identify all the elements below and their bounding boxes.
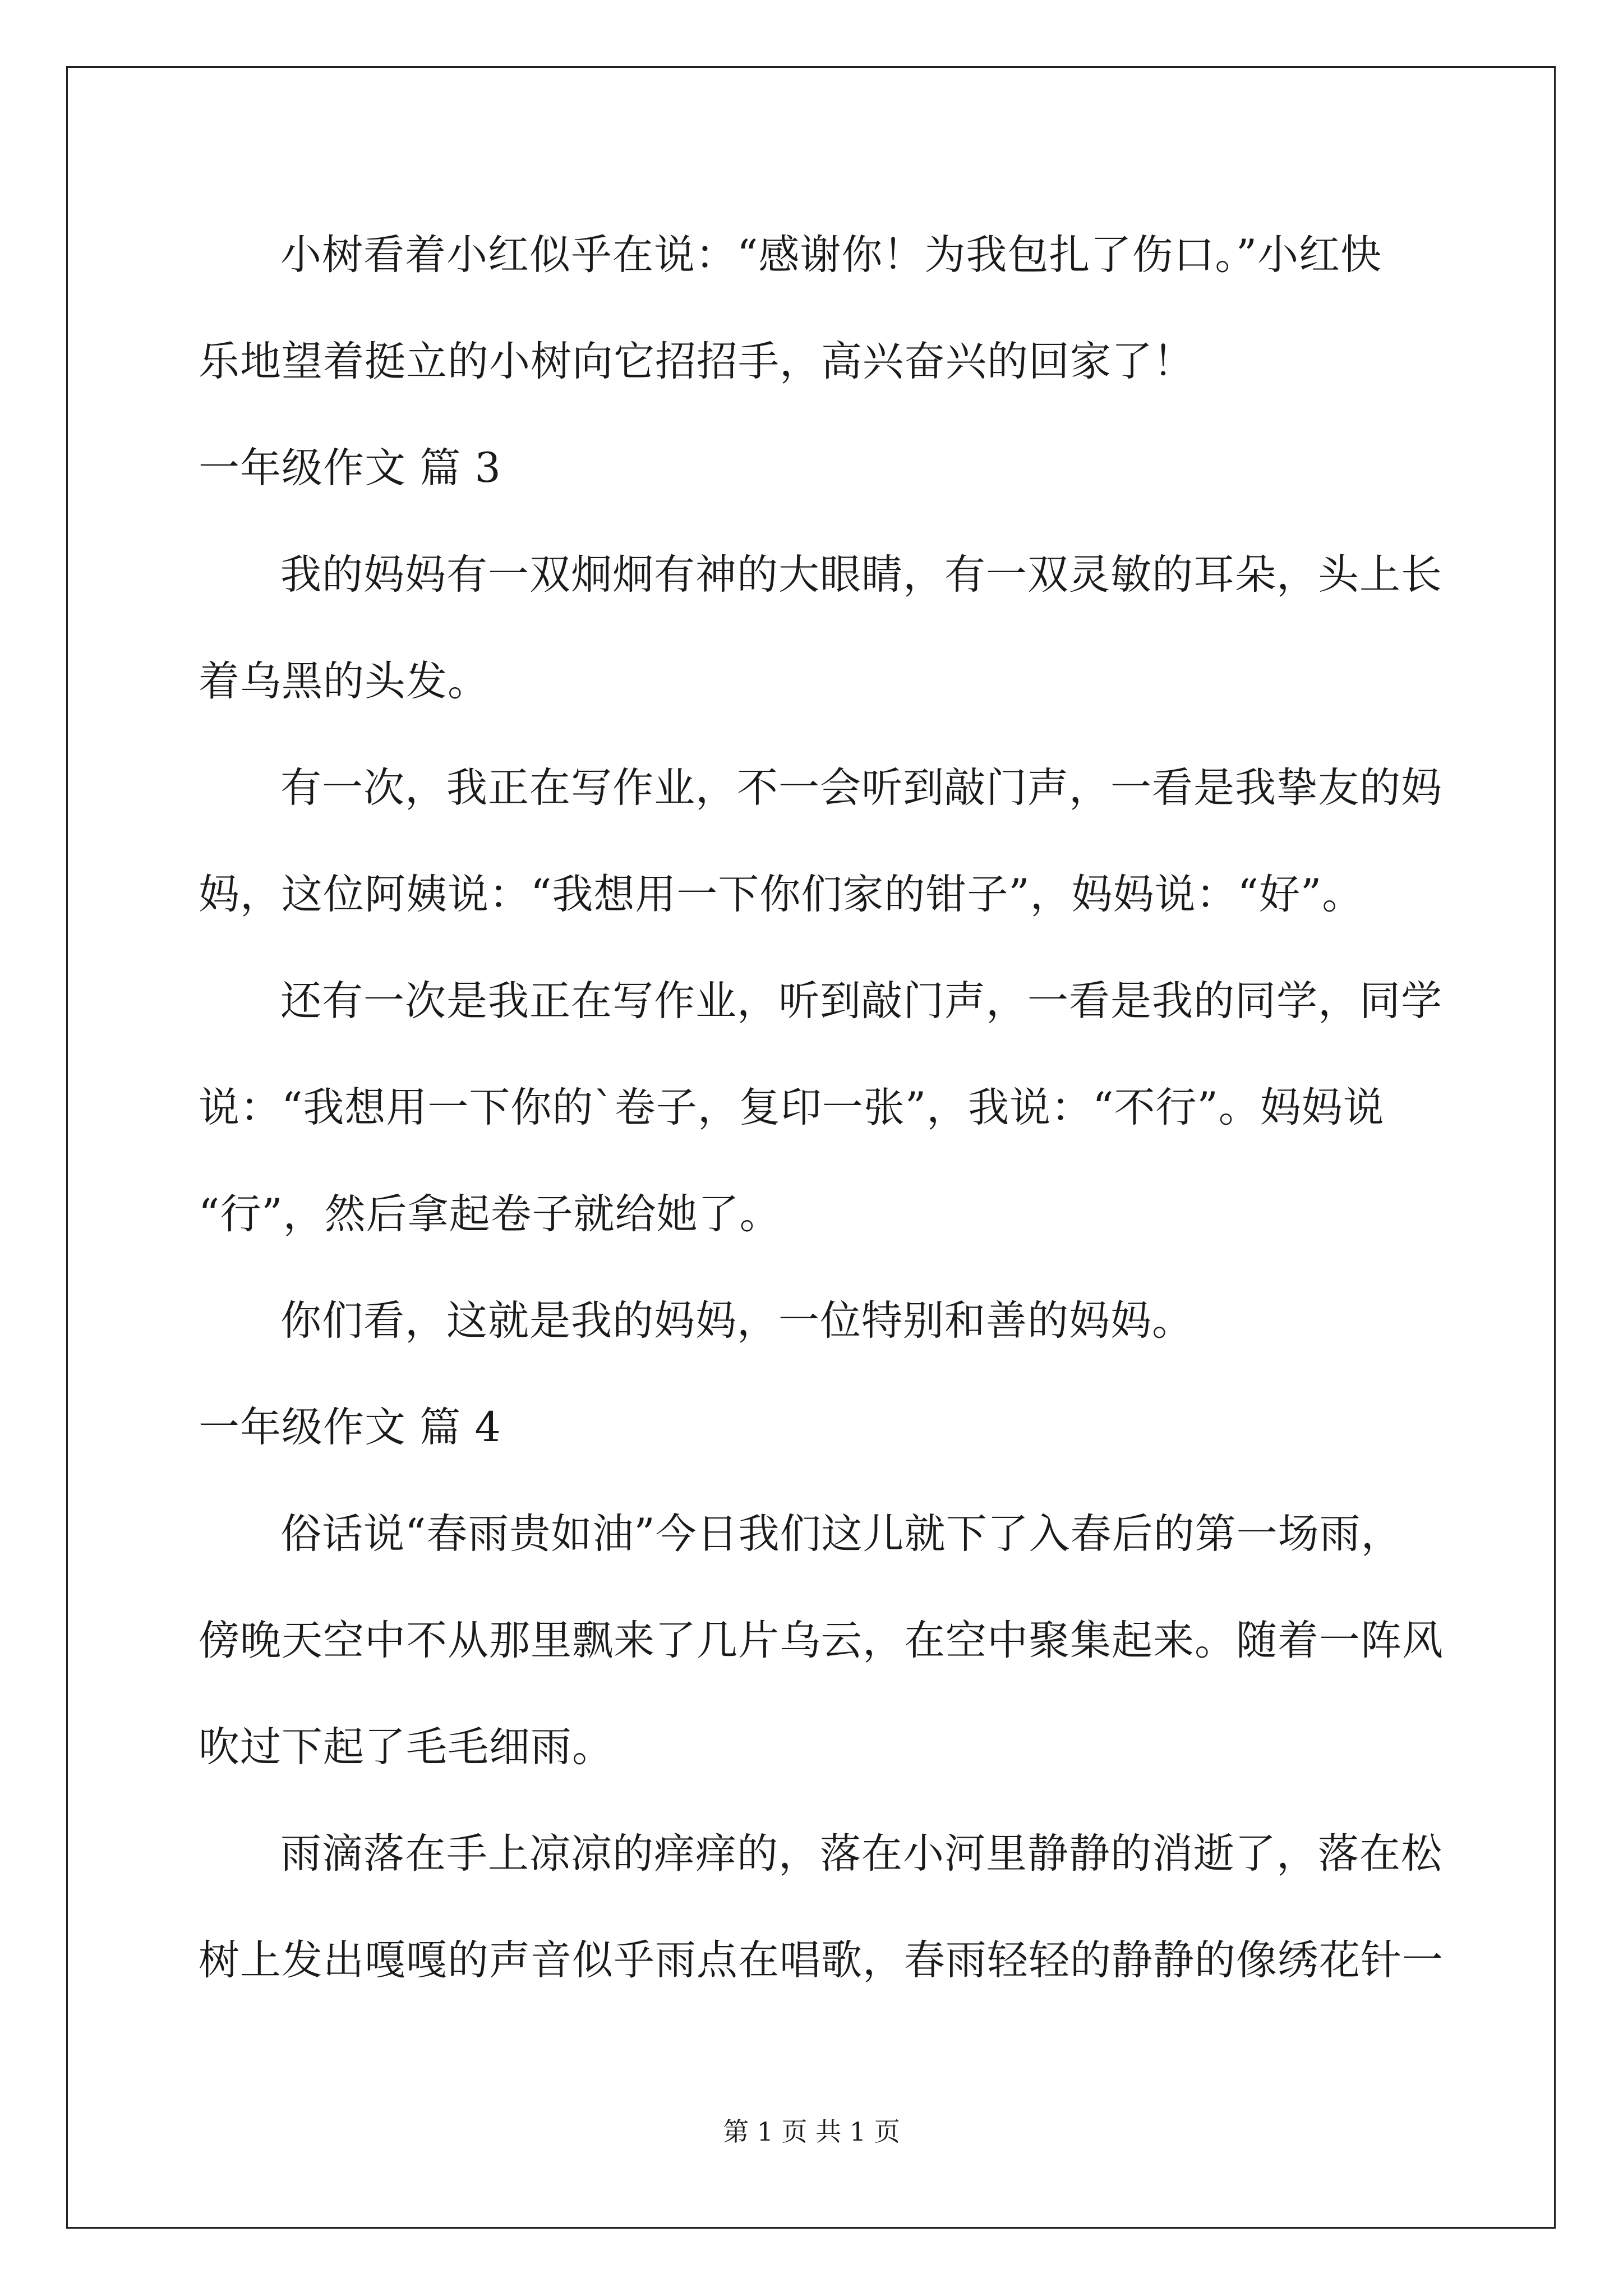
section-heading [199, 1374, 1427, 1481]
text-line: 还有一次是我正在写作业，听到敲门声，一看是我的同学，同学 [280, 977, 1442, 1025]
paragraph [199, 1268, 1427, 1374]
text-line: 说：“我想用一下你的`卷子，复印一张”，我说：“不行”。妈妈说 [199, 1084, 1385, 1131]
text-line: 雨滴落在手上凉凉的痒痒的，落在小河里静静的消逝了，落在松 [280, 1830, 1442, 1878]
paragraph [199, 1801, 1444, 2014]
page-number: 第 1 页 共 1 页 [723, 2116, 900, 2147]
text-line: 吹过下起了毛毛细雨。 [199, 1723, 614, 1771]
paragraph [199, 522, 1442, 735]
text-line: 傍晚天空中不从那里飘来了几片乌云，在空中聚集起来。随着一阵风 [199, 1617, 1444, 1664]
text-line: 乐地望着挺立的小树向它招招手，高兴奋兴的回家了！ [199, 338, 1195, 385]
text-line: 树上发出嘎嘎的声音似乎雨点在唱歌，春雨轻轻的静静的像绣花针一 [199, 1936, 1444, 1984]
page-footer [0, 2115, 1623, 2148]
text-line: “行”，然后拿起卷子就给她了。 [199, 1190, 781, 1238]
paragraph [199, 735, 1442, 948]
heading-text: 一年级作文 篇 3 [199, 444, 501, 492]
section-heading [199, 415, 1427, 522]
heading-text: 一年级作文 篇 4 [199, 1404, 501, 1451]
paragraph [199, 202, 1427, 415]
paragraph [199, 1481, 1444, 1801]
text-line: 着乌黑的头发。 [199, 657, 489, 705]
paragraph [199, 948, 1442, 1268]
text-line: 我的妈妈有一双炯炯有神的大眼睛，有一双灵敏的耳朵，头上长 [280, 551, 1442, 599]
text-line: 妈，这位阿姨说：“我想用一下你们家的钳子”，妈妈说：“好”。 [199, 871, 1364, 918]
document-body [199, 202, 1444, 2014]
text-line: 小树看着小红似乎在说：“感谢你！为我包扎了伤口。”小红快 [280, 231, 1382, 279]
text-line: 俗话说“春雨贵如油”今日我们这儿就下了入春后的第一场雨， [280, 1510, 1403, 1558]
text-line: 有一次，我正在写作业，不一会听到敲门声，一看是我挚友的妈 [280, 764, 1442, 812]
text-line: 你们看，这就是我的妈妈，一位特别和善的妈妈。 [280, 1297, 1193, 1345]
